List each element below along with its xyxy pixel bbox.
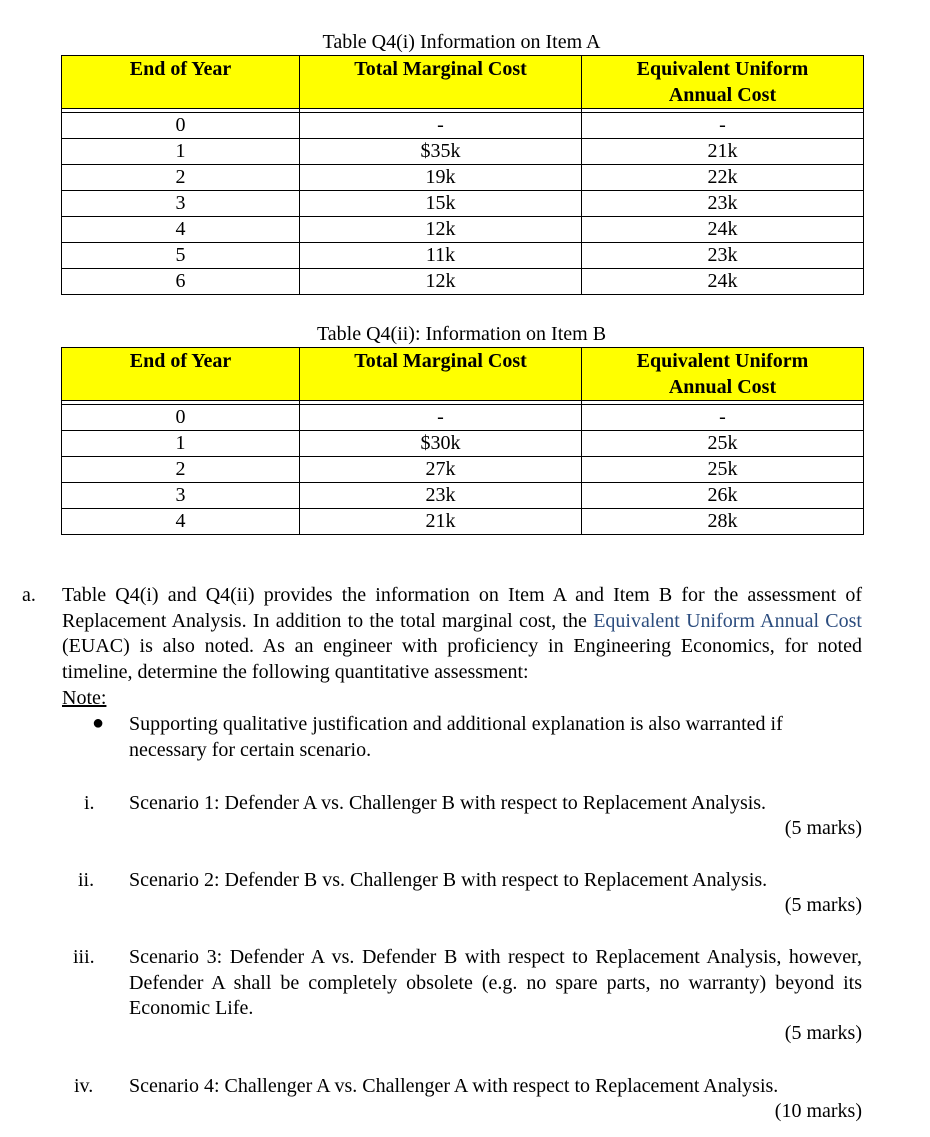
- euac-cell: -: [582, 113, 864, 139]
- year-cell: 3: [62, 483, 300, 509]
- question-text-part2: (EUAC) is also noted. As an engineer with proficiency in Engineering Economics, for noted timeline, determine the following quantitative assessment:: [62, 635, 862, 683]
- euac-highlight: Equivalent Uniform Annual Cost: [593, 609, 862, 632]
- year-cell: 5: [62, 243, 300, 269]
- tmc-cell: -: [300, 113, 582, 139]
- table1-header-euac: [582, 56, 864, 109]
- euac-cell: 23k: [582, 243, 864, 269]
- year-cell: 1: [62, 139, 300, 165]
- euac-cell: 22k: [582, 165, 864, 191]
- euac-cell: 25k: [582, 431, 864, 457]
- tmc-cell: 15k: [300, 191, 582, 217]
- table1: [61, 55, 864, 295]
- question-text-part1: Table Q4(i) and Q4(ii) provides the information on Item A and Item B for the assessment of Replacement Analysis. In addition to the total marginal cost, the: [62, 584, 862, 632]
- table-row: [62, 113, 864, 139]
- tmc-cell: 23k: [300, 483, 582, 509]
- year-cell: 0: [62, 113, 300, 139]
- item-text: Scenario 3: Defender A vs. Defender B with respect to Replacement Analysis, however, Defender A shall be completely obsolete (e.g. no spare parts, no warranty) beyond its Economic Life.: [129, 946, 862, 1019]
- year-cell: 1: [62, 431, 300, 457]
- table1-body: [62, 109, 864, 295]
- table-row: [62, 139, 864, 165]
- item-num: iii.: [73, 946, 95, 968]
- bullet-dot-icon: ●: [92, 712, 105, 734]
- table-row: [62, 191, 864, 217]
- table2-body: [62, 401, 864, 535]
- table2-header-euac: [582, 348, 864, 401]
- table-row: [62, 269, 864, 295]
- table1-header-row: [62, 56, 864, 109]
- item-marks: (5 marks): [784, 1022, 862, 1044]
- year-cell: 2: [62, 165, 300, 191]
- table-row: [62, 217, 864, 243]
- table2-header-euac-line2: Annual Cost: [668, 376, 777, 398]
- item-text: Scenario 1: Defender A vs. Challenger B with respect to Replacement Analysis.: [129, 792, 767, 814]
- item-num: ii.: [78, 869, 95, 891]
- tmc-cell: -: [300, 405, 582, 431]
- table2-header-tmc: Total Marginal Cost: [300, 348, 582, 401]
- question-text: [62, 583, 862, 685]
- table2-header-row: [62, 348, 864, 401]
- question-label: a.: [22, 584, 36, 606]
- tmc-cell: $30k: [300, 431, 582, 457]
- table-row: [62, 405, 864, 431]
- table2-header-euac-line1: Equivalent Uniform: [636, 350, 809, 372]
- year-cell: 3: [62, 191, 300, 217]
- euac-cell: 24k: [582, 269, 864, 295]
- euac-cell: 26k: [582, 483, 864, 509]
- euac-cell: 24k: [582, 217, 864, 243]
- table1-header-year: End of Year: [62, 56, 300, 109]
- tmc-cell: 19k: [300, 165, 582, 191]
- table1-header-euac-line2: Annual Cost: [668, 84, 777, 106]
- euac-cell: 23k: [582, 191, 864, 217]
- tmc-cell: 27k: [300, 457, 582, 483]
- note-label: Note:: [62, 687, 107, 709]
- tmc-cell: $35k: [300, 139, 582, 165]
- year-cell: 6: [62, 269, 300, 295]
- item-text: Scenario 4: Challenger A vs. Challenger A with respect to Replacement Analysis.: [129, 1075, 779, 1097]
- euac-cell: 28k: [582, 509, 864, 535]
- item-num: iv.: [74, 1075, 94, 1097]
- item-marks: (10 marks): [774, 1100, 862, 1122]
- year-cell: 2: [62, 457, 300, 483]
- year-cell: 0: [62, 405, 300, 431]
- table1-caption: Table Q4(i) Information on Item A: [322, 31, 601, 53]
- tmc-cell: 21k: [300, 509, 582, 535]
- table1-header-tmc: Total Marginal Cost: [300, 56, 582, 109]
- table2-caption: Table Q4(ii): Information on Item B: [316, 323, 607, 345]
- item-num: i.: [84, 792, 95, 814]
- table-row: [62, 165, 864, 191]
- table-row: [62, 457, 864, 483]
- item-marks: (5 marks): [784, 894, 862, 916]
- year-cell: 4: [62, 509, 300, 535]
- tmc-cell: 12k: [300, 269, 582, 295]
- tmc-cell: 11k: [300, 243, 582, 269]
- euac-cell: -: [582, 405, 864, 431]
- table-row: [62, 483, 864, 509]
- table-row: [62, 243, 864, 269]
- table2: [61, 347, 864, 535]
- euac-cell: 25k: [582, 457, 864, 483]
- table-row: [62, 431, 864, 457]
- note-bullet-text: Supporting qualitative justification and additional explanation is also warranted if necessary for certain scenario.: [129, 713, 783, 761]
- year-cell: 4: [62, 217, 300, 243]
- item-marks: (5 marks): [784, 817, 862, 839]
- tmc-cell: 12k: [300, 217, 582, 243]
- table1-header-euac-line1: Equivalent Uniform: [636, 58, 809, 80]
- table-row: [62, 509, 864, 535]
- item-text: Scenario 2: Defender B vs. Challenger B with respect to Replacement Analysis.: [129, 869, 768, 891]
- euac-cell: 21k: [582, 139, 864, 165]
- table2-header-year: End of Year: [62, 348, 300, 401]
